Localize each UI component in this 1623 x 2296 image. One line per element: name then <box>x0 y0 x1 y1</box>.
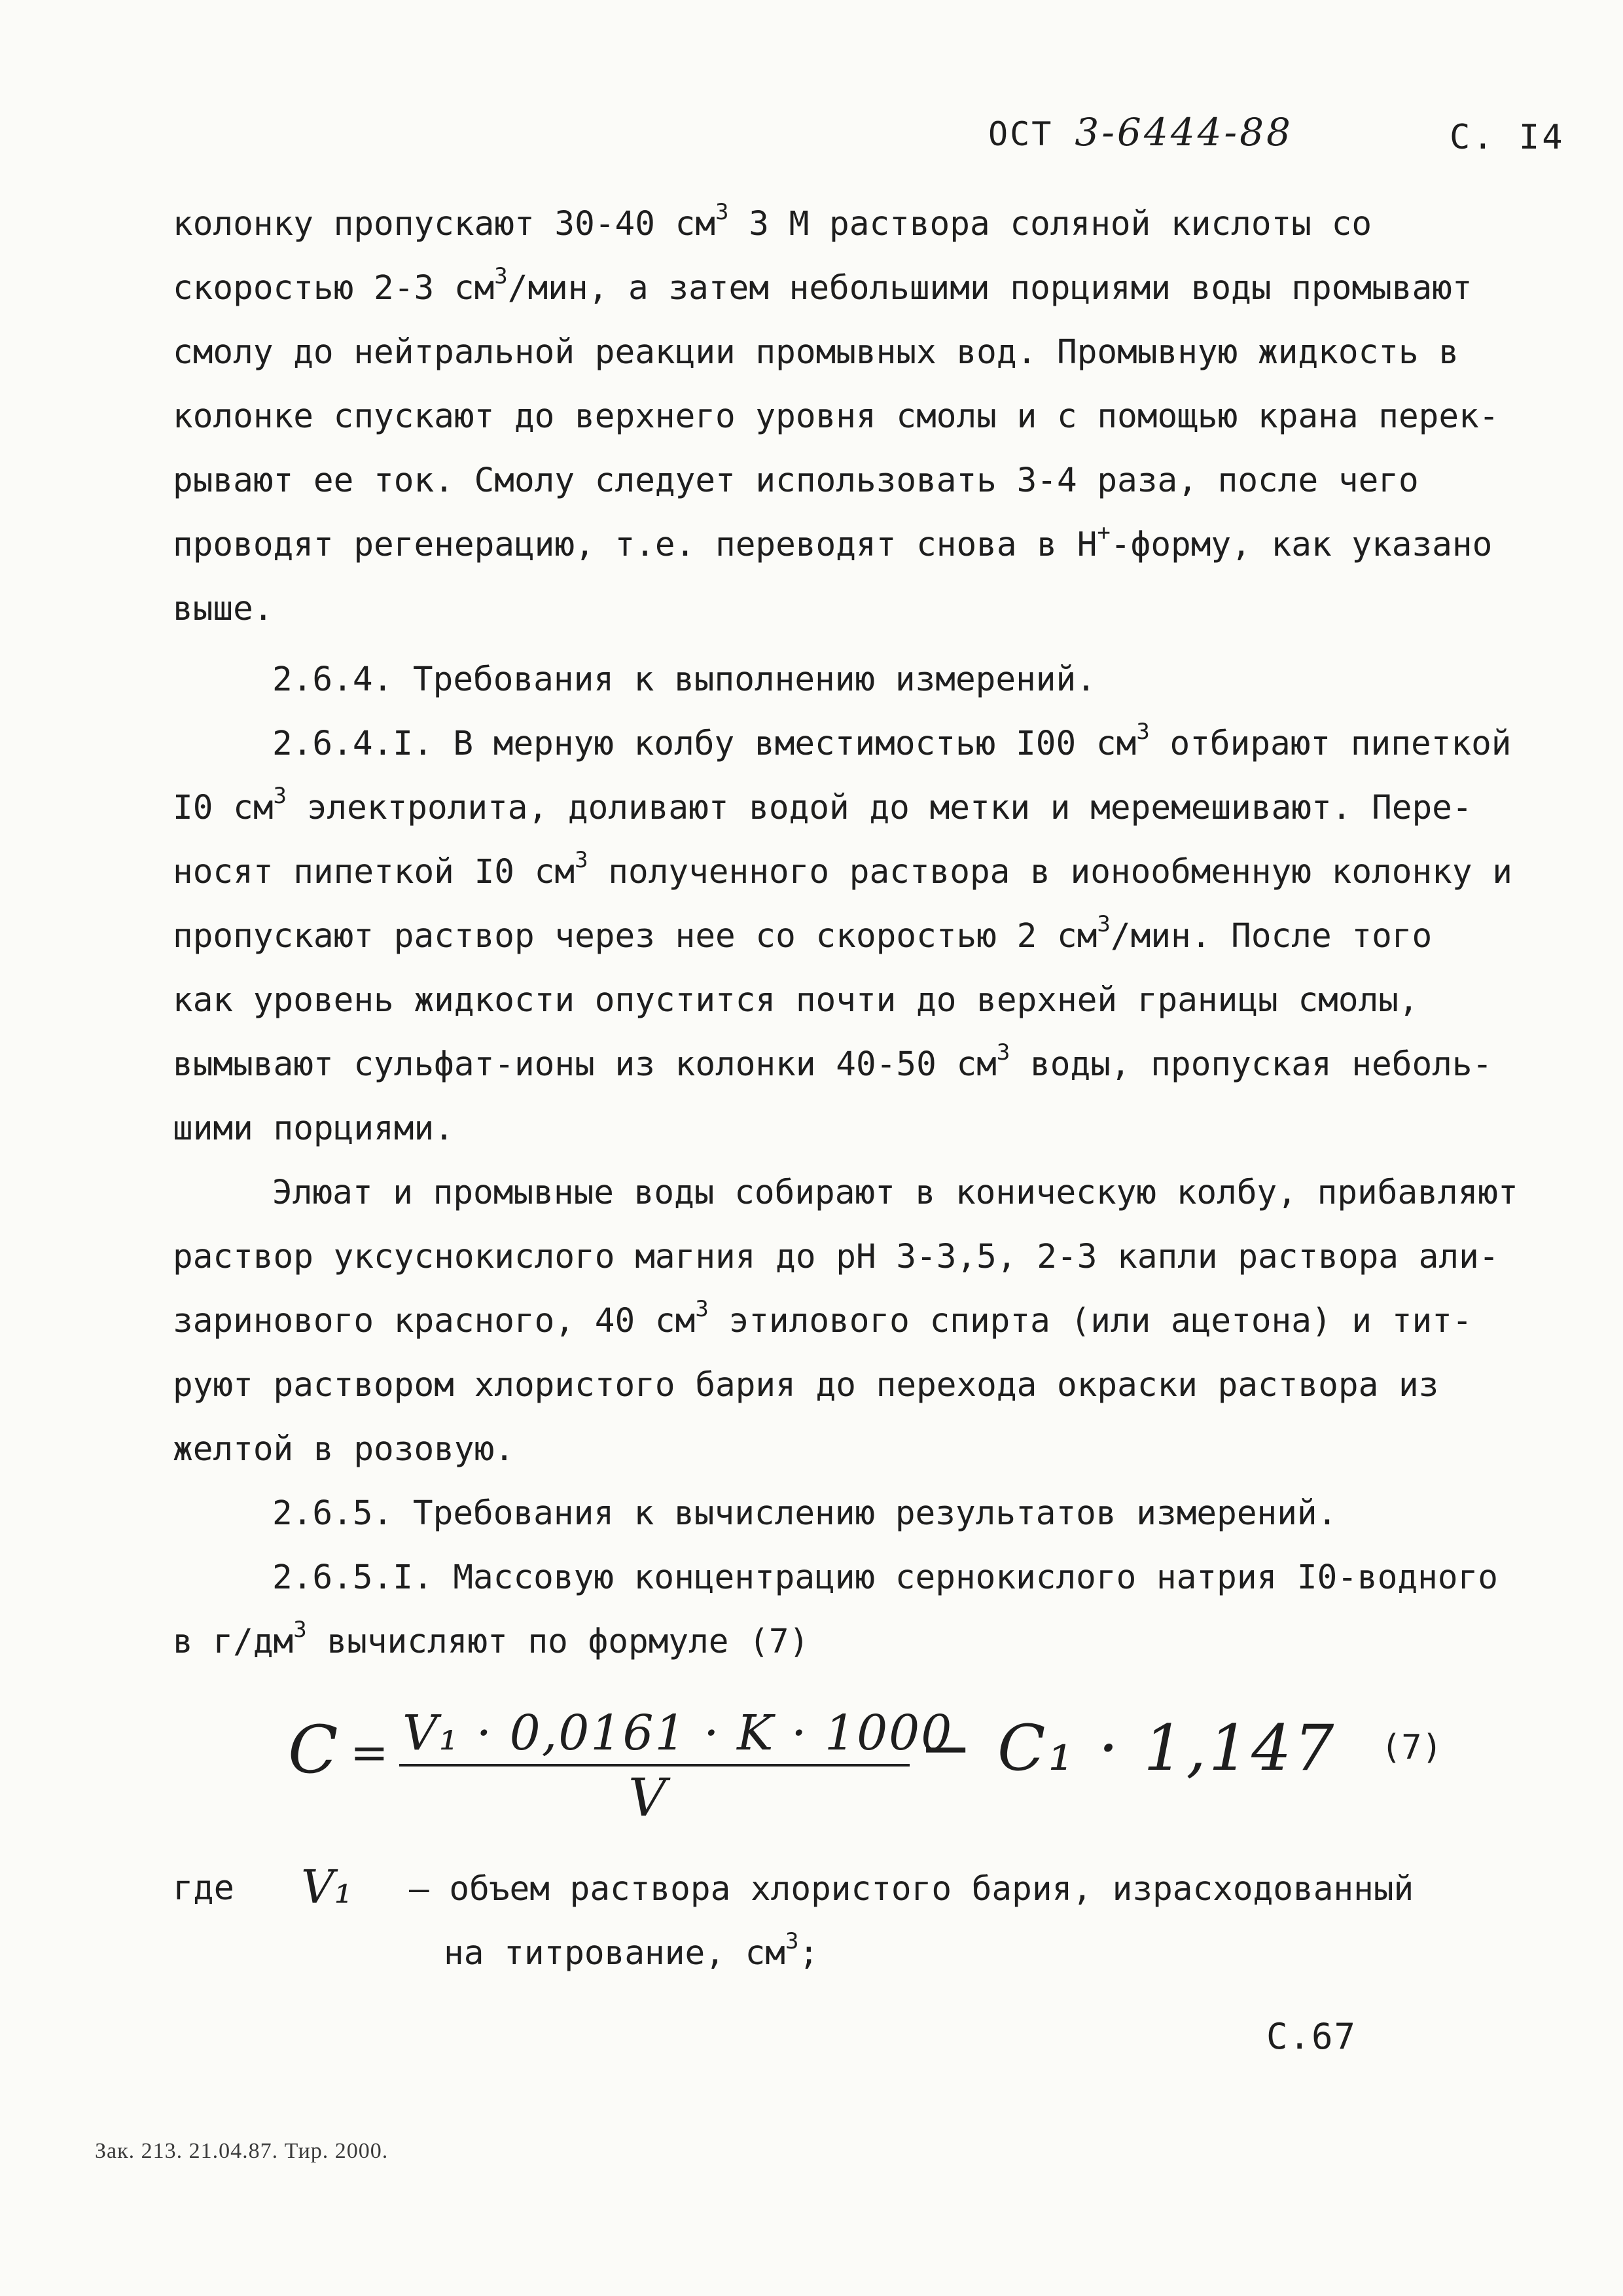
text-segment: шими порциями. <box>173 1109 454 1148</box>
text-segment: /мин. После того <box>1110 917 1433 956</box>
text-line <box>173 263 1472 310</box>
print-imprint: Зак. 213. 21.04.87. Тир. 2000. <box>95 2139 389 2163</box>
superscript: + <box>1097 520 1111 546</box>
text-line <box>272 1172 1518 1215</box>
text-segment: желтой в розовую. <box>173 1430 514 1469</box>
formula-equals: = <box>350 1726 389 1780</box>
superscript: 3 <box>494 263 508 289</box>
text-segment: воды, пропуская неболь- <box>1010 1045 1493 1084</box>
text-segment: проводят регенерацию, т.е. переводят снова в H <box>173 526 1097 564</box>
where-line2-text: на титрование, см <box>444 1934 785 1973</box>
text-segment: как уровень жидкости опустится почти до верхней границы смолы, <box>173 981 1419 1020</box>
text-segment: смолу до нейтральной реакции промывных вод. Промывную жидкость в <box>173 333 1459 372</box>
text-segment: колонке спускают до верхнего уровня смолы и с помощью крана перек- <box>173 397 1499 436</box>
where-line2-end: ; <box>798 1934 819 1973</box>
superscript: 3 <box>1136 719 1150 745</box>
text-line <box>173 783 1472 830</box>
where-definition-line-1: – объем раствора хлористого бария, израсходованный <box>409 1870 1414 1909</box>
text-segment: скоростью 2-3 см <box>173 269 495 308</box>
text-segment: носят пипеткой I0 см <box>173 853 575 891</box>
where-definition-line-2 <box>444 1928 819 1973</box>
text-segment: в г/дм <box>173 1623 294 1661</box>
text-line <box>173 520 1493 567</box>
superscript: 3 <box>996 1039 1010 1066</box>
formula-7 <box>288 1692 1466 1836</box>
text-segment: вымывают сульфат-ионы из колонки 40-50 см <box>173 1045 997 1084</box>
text-line <box>173 847 1512 894</box>
text-line <box>173 1617 810 1664</box>
text-line <box>173 459 1419 503</box>
text-line <box>173 1107 454 1151</box>
text-segment: вычисляют по формуле (7) <box>306 1623 810 1661</box>
text-segment: 2.6.5. Требования к вычислению результатов измерений. <box>272 1494 1338 1533</box>
standard-code <box>988 110 1293 154</box>
text-segment: I0 см <box>173 789 274 827</box>
superscript: 3 <box>273 783 287 809</box>
text-line <box>173 331 1459 374</box>
text-segment: 2.6.5.I. Массовую концентрацию сернокислого натрия I0-водного <box>272 1558 1498 1597</box>
where-word: где <box>173 1869 234 1908</box>
text-segment: 2.6.4. Требования к выполнению измерений. <box>272 660 1096 699</box>
formula-subtrahend: − C₁ · 1,147 <box>919 1712 1337 1785</box>
text-segment: -форму, как указано <box>1110 526 1493 564</box>
text-segment: электролита, доливают водой до метки и меремешивают. Пере- <box>287 789 1472 827</box>
footer-page-number: С.67 <box>1266 2016 1357 2057</box>
formula-denominator: V <box>628 1767 666 1828</box>
superscript: 3 <box>695 1296 709 1322</box>
text-segment: выше. <box>173 590 274 628</box>
superscript: 3 <box>293 1617 307 1643</box>
text-line <box>173 395 1499 439</box>
text-line <box>272 1556 1498 1600</box>
superscript: 3 <box>715 199 729 225</box>
text-line <box>173 1428 514 1471</box>
where-symbol: V₁ <box>301 1860 353 1914</box>
text-segment: полученного раствора в ионообменную колонку и <box>588 853 1512 891</box>
page-label: С. I4 <box>1450 118 1565 157</box>
text-segment: колонку пропускают 30-40 см <box>173 205 716 243</box>
superscript: 3 <box>1097 911 1111 937</box>
formula-fraction-bar <box>399 1764 910 1767</box>
text-line <box>173 1296 1472 1343</box>
text-segment: заринового красного, 40 см <box>173 1302 696 1340</box>
text-line <box>173 199 1372 246</box>
formula-label: (7) <box>1381 1728 1442 1767</box>
formula-numerator: V₁ · 0,0161 · K · 1000 <box>402 1705 954 1761</box>
text-line <box>173 979 1419 1022</box>
text-line <box>173 588 274 631</box>
text-segment: 2.6.4.I. В мерную колбу вместимостью I00 см <box>272 725 1137 763</box>
superscript: 3 <box>575 847 588 873</box>
text-segment: отбирают пипеткой <box>1149 725 1512 763</box>
text-segment: /мин, а затем небольшими порциями воды промывают <box>507 269 1472 308</box>
text-segment: пропускают раствор через нее со скоростью 2 см <box>173 917 1097 956</box>
text-segment: 3 М раствора соляной кислоты со <box>728 205 1372 243</box>
text-segment: Элюат и промывные воды собирают в коническую колбу, прибавляют <box>272 1174 1518 1212</box>
text-line <box>173 1039 1493 1086</box>
text-line <box>173 1364 1438 1407</box>
text-line <box>272 658 1096 702</box>
text-segment: руют раствором хлористого бария до перехода окраски раствора из <box>173 1366 1439 1405</box>
text-line <box>272 1492 1337 1535</box>
standard-prefix: ОСТ <box>988 115 1054 153</box>
text-segment: этилового спирта (или ацетона) и тит- <box>708 1302 1472 1340</box>
formula-lhs: C <box>288 1712 338 1788</box>
text-segment: рывают ее ток. Смолу следует использовать 3-4 раза, после чего <box>173 461 1419 500</box>
text-line <box>173 911 1433 958</box>
standard-number-handwritten: 3-6444-88 <box>1075 110 1293 154</box>
text-line <box>173 1236 1499 1279</box>
text-segment: раствор уксуснокислого магния до pH 3-3,5, 2-3 капли раствора али- <box>173 1238 1499 1276</box>
where-line2-sup: 3 <box>785 1928 799 1954</box>
text-line <box>272 719 1512 766</box>
